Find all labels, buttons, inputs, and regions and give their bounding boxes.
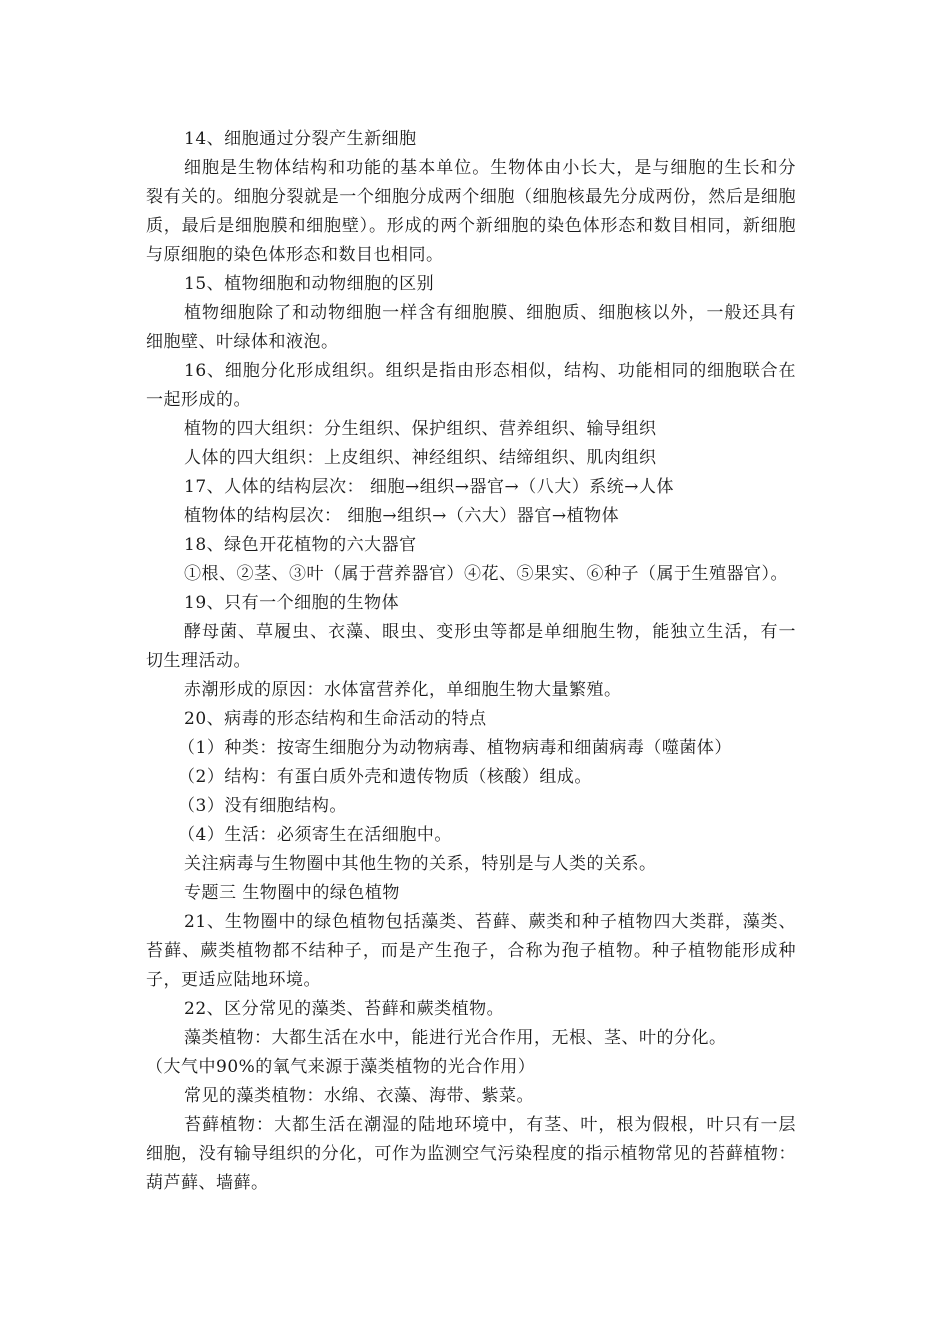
six-organs: ①根、②茎、③叶（属于营养器官）④花、⑤果实、⑥种子（属于生殖器官）。 [184, 564, 788, 584]
heading-14: 14、细胞通过分裂产生新细胞 [184, 129, 417, 149]
human-tissues: 人体的四大组织：上皮组织、神经组织、结缔组织、肌肉组织 [184, 448, 657, 468]
topic-3-heading: 专题三 生物圈中的绿色植物 [184, 883, 400, 903]
plant-structure-levels: 植物体的结构层次： 细胞→组织→（六大）器官→植物体 [184, 506, 620, 526]
virus-item-4: （4）生活：必须寄生在活细胞中。 [178, 825, 452, 845]
algae-plants: 藻类植物：大都生活在水中，能进行光合作用，无根、茎、叶的分化。 [184, 1028, 727, 1048]
heading-19: 19、只有一个细胞的生物体 [184, 593, 400, 613]
heading-17: 17、人体的结构层次： 细胞→组织→器官→（八大）系统→人体 [184, 477, 675, 497]
virus-item-3: （3）没有细胞结构。 [178, 796, 347, 816]
heading-16: 16、细胞分化形成组织。组织是指由形态相似，结构、功能相同的细胞联合在一起形成的。 [146, 361, 796, 410]
virus-item-1: （1）种类：按寄生细胞分为动物病毒、植物病毒和细菌病毒（噬菌体） [178, 738, 732, 758]
plant-tissues: 植物的四大组织：分生组织、保护组织、营养组织、输导组织 [184, 419, 657, 439]
moss-plants: 苔藓植物：大都生活在潮湿的陆地环境中，有茎、叶，根为假根，叶只有一层细胞，没有输导组织的分化，可作为监测空气污染程度的指示植物常见的苔藓植物：葫芦藓、墙藓。 [146, 1115, 796, 1193]
heading-21: 21、生物圈中的绿色植物包括藻类、苔藓、蕨类和种子植物四大类群，藻类、苔藓、蕨类植物都不结种子，而是产生孢子，合称为孢子植物。种子植物能形成种子，更适应陆地环境。 [146, 912, 796, 990]
algae-oxygen-note: （大气中90%的氧气来源于藻类植物的光合作用） [146, 1057, 536, 1077]
virus-relation: 关注病毒与生物圈中其他生物的关系，特别是与人类的关系。 [184, 854, 657, 874]
paragraph-19: 酵母菌、草履虫、衣藻、眼虫、变形虫等都是单细胞生物，能独立生活，有一切生理活动。 [146, 622, 796, 671]
red-tide: 赤潮形成的原因：水体富营养化，单细胞生物大量繁殖。 [184, 680, 622, 700]
paragraph-14: 细胞是生物体结构和功能的基本单位。生物体由小长大，是与细胞的生长和分裂有关的。细胞分裂就是一个细胞分成两个细胞（细胞核最先分成两份，然后是细胞质，最后是细胞膜和细胞壁）。形成的两个新细胞的染色体形态和数目相同，新细胞与原细胞的染色体形态和数目也相同。 [146, 158, 796, 265]
heading-15: 15、植物细胞和动物细胞的区别 [184, 274, 435, 294]
document-page [146, 125, 796, 1198]
heading-20: 20、病毒的形态结构和生命活动的特点 [184, 709, 487, 729]
common-algae: 常见的藻类植物：水绵、衣藻、海带、紫菜。 [184, 1086, 534, 1106]
heading-22: 22、区分常见的藻类、苔藓和蕨类植物。 [184, 999, 505, 1019]
heading-18: 18、绿色开花植物的六大器官 [184, 535, 417, 555]
paragraph-15: 植物细胞除了和动物细胞一样含有细胞膜、细胞质、细胞核以外，一般还具有细胞壁、叶绿体和液泡。 [146, 303, 796, 352]
virus-item-2: （2）结构：有蛋白质外壳和遗传物质（核酸）组成。 [178, 767, 592, 787]
